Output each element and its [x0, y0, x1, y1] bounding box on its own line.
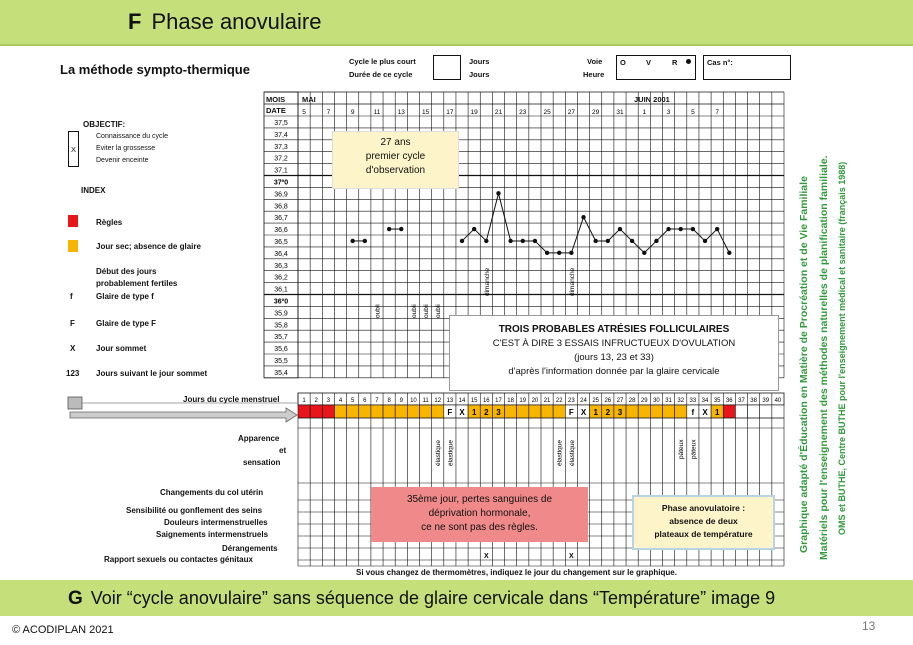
mucus-cell: [650, 405, 662, 418]
cycle-day-number: 29: [640, 398, 648, 404]
date-label: 19: [470, 109, 478, 116]
date-label: 7: [326, 109, 331, 116]
temp-label: 37,3: [274, 143, 288, 151]
suivant-label: Jours suivant le jour sommet: [96, 369, 208, 378]
voie-r: R: [672, 58, 678, 67]
mucus-cell: [505, 405, 517, 418]
cycle-day-number: 16: [482, 398, 490, 404]
pateux-label: pâteux: [690, 439, 698, 459]
date-label: 7: [715, 109, 719, 116]
voie-label: Voie: [587, 57, 603, 66]
date-label: 11: [373, 109, 381, 116]
anovulatoire-note: Phase anovulatoire : absence de deux plateaux de température: [632, 495, 775, 550]
cycle-day-number: 19: [519, 398, 527, 404]
date-label: 17: [446, 109, 454, 116]
debut-fertiles-2: probablement fertiles: [96, 279, 178, 288]
mucus-cell: [772, 405, 784, 418]
temp-label: 36,3: [274, 262, 288, 270]
temp-label: 35,6: [274, 346, 288, 354]
date-label: 3: [666, 109, 671, 116]
temp-label: 37,5: [274, 120, 288, 127]
elastique-label: élastique: [568, 439, 576, 466]
temp-label: 36º0: [273, 298, 289, 306]
voie-v: V: [646, 58, 652, 67]
temp-label: 37,4: [274, 131, 288, 139]
cycle-day-number: 24: [580, 398, 587, 404]
cycle-length-label: Durée de ce cycle: [349, 70, 413, 79]
objectif-item-2: Eviter la grossesse: [96, 145, 156, 152]
mucus-cell: [395, 405, 407, 418]
dimanche-label: dimanche: [483, 267, 491, 296]
temp-label: 35,8: [274, 322, 288, 330]
cycle-short-label: Cycle le plus court: [349, 57, 416, 66]
date-label: 25: [543, 109, 551, 116]
cycle-day-number: 32: [677, 398, 685, 404]
temp-label: 37,2: [274, 155, 288, 163]
glaire-f-label: Glaire de type f: [96, 292, 154, 301]
mucus-cell: [347, 405, 359, 418]
date-label: 5: [302, 109, 306, 116]
temp-label: 36,7: [274, 215, 288, 223]
mucus-mark: 2: [605, 408, 611, 417]
mucus-mark: f: [691, 408, 695, 417]
cycle-day-number: 14: [458, 398, 466, 404]
temp-label: 35,9: [274, 310, 288, 318]
mucus-mark: 1: [593, 408, 598, 417]
mucus-cell: [322, 405, 334, 418]
temp-label: 36,8: [274, 203, 288, 211]
temp-label: 36,6: [274, 227, 288, 235]
cycle-day-number: 11: [422, 398, 429, 404]
cycle-day-number: 18: [507, 398, 514, 404]
chart-title: La méthode sympto-thermique: [60, 62, 250, 77]
date-label: 13: [397, 109, 405, 116]
date-label: 23: [519, 109, 527, 116]
mucus-mark: 3: [496, 408, 501, 417]
date-label: 27: [567, 109, 575, 116]
objectif-item-1: Connaissance du cycle: [96, 133, 168, 140]
cycle-day-number: 8: [387, 398, 391, 404]
glaire-f-symbol: f: [70, 292, 73, 301]
regles-swatch: [68, 215, 78, 227]
row-derangements: Dérangements: [222, 544, 278, 553]
mucus-cell: [675, 405, 687, 418]
mucus-cell: [359, 405, 371, 418]
apparence-label-2: et: [279, 446, 287, 455]
cycle-day-number: 17: [495, 398, 502, 404]
cycle-day-number: 5: [351, 398, 355, 404]
cycle-day-number: 35: [713, 398, 721, 404]
cycle-day-number: 3: [326, 398, 331, 404]
temp-label: 36,9: [274, 191, 288, 199]
temp-label: 36,1: [274, 286, 288, 294]
date-label: 15: [421, 109, 430, 116]
cycle-day-number: 33: [689, 398, 697, 404]
oubli-label: oubli: [435, 304, 443, 318]
cycle-day-number: 23: [568, 398, 575, 404]
side-text-3: OMS et BUTHE, Centre BUTHE pour l'enseignement médical et sanitaire (français 1988): [837, 161, 847, 535]
oubli-label: oubli: [410, 304, 418, 318]
mucus-cell: [334, 405, 346, 418]
dimanche-label: dimanche: [568, 267, 576, 296]
oubli-label: oubli: [374, 304, 382, 318]
mucus-cell: [638, 405, 650, 418]
mucus-mark: 1: [714, 408, 720, 417]
mucus-cell: [383, 405, 395, 418]
cycle-day-number: 25: [592, 398, 600, 404]
regles-label: Règles: [96, 218, 123, 227]
temp-label: 35,4: [274, 369, 288, 377]
heure-label: Heure: [583, 70, 605, 79]
objectif-label: OBJECTIF:: [83, 120, 126, 129]
page-title: F Phase anovulaire: [128, 9, 322, 34]
mucus-mark: 2: [484, 408, 489, 417]
temp-label: 35,7: [274, 334, 288, 342]
month-mai: MAI: [302, 95, 316, 104]
jour35-note: 35ème jour, pertes sanguines de déprivation hormonale, ce ne sont pas des règles.: [371, 487, 588, 542]
mucus-cell: [748, 405, 760, 418]
thermo-note: Si vous changez de thermomètres, indiquez le jour du changement sur le graphique.: [356, 568, 677, 577]
voie-o: O: [620, 58, 626, 67]
mucus-cell: [420, 405, 432, 418]
elastique-label: élastique: [556, 439, 564, 466]
mucus-cell: [298, 405, 310, 418]
mucus-cell: [407, 405, 419, 418]
cycle-day-number: 36: [725, 398, 733, 404]
temp-label: 36,5: [274, 239, 288, 246]
cycle-day-number: 20: [531, 398, 539, 404]
rapport-mark: X: [483, 553, 489, 560]
cycle-day-number: 31: [665, 398, 672, 404]
mucus-cell: [517, 405, 529, 418]
cycle-day-number: 13: [446, 398, 454, 404]
row-douleurs: Douleurs intermenstruelles: [164, 518, 268, 527]
mucus-cell: [760, 405, 772, 418]
sommet-symbol: X: [70, 344, 76, 353]
jour-sec-label: Jour sec; absence de glaire: [96, 242, 201, 251]
mucus-mark: F: [447, 408, 453, 417]
jour-sec-swatch: [68, 240, 78, 252]
mucus-cell: [529, 405, 541, 418]
mucus-cell: [371, 405, 383, 418]
mucus-cell: [663, 405, 675, 418]
apparence-label-1: Apparence: [238, 434, 280, 443]
arrow-icon: [70, 408, 297, 422]
arrow-box: [68, 397, 82, 409]
date-label: 21: [494, 109, 503, 116]
age-note: 27 ans premier cycle d'observation: [332, 131, 459, 189]
footer-text: G Voir “cycle anovulaire” sans séquence de glaire cervicale dans “Température” image 9: [68, 588, 776, 609]
cycle-day-number: 26: [604, 398, 612, 404]
jours-label-2: Jours: [469, 70, 490, 79]
elastique-label: élastique: [447, 439, 455, 466]
row-saignements: Saignements intermenstruels: [156, 530, 269, 539]
date-label: 5: [691, 109, 695, 116]
jours-cycle-label: Jours du cycle menstruel: [183, 395, 280, 404]
cycle-day-number: 40: [774, 398, 782, 404]
cycle-day-number: 30: [653, 398, 660, 404]
suivant-symbol: 123: [66, 369, 80, 378]
mucus-cell: [541, 405, 553, 418]
cycle-day-number: 22: [555, 398, 563, 404]
row-rapport: Rapport sexuels ou contactes génitaux: [104, 555, 253, 564]
pateux-label: pâteux: [678, 439, 686, 459]
oubli-label: oubli: [423, 304, 431, 318]
cycle-day-number: 39: [762, 398, 770, 404]
temp-label: 37º0: [273, 179, 289, 187]
objectif-mark: X: [71, 145, 77, 154]
sommet-label: Jour sommet: [96, 344, 147, 353]
row-col-uterin: Changements du col utérin: [160, 488, 264, 497]
cycle-day-number: 38: [750, 398, 757, 404]
cycle-day-number: 10: [410, 398, 417, 404]
debut-fertiles-1: Début des jours: [96, 267, 157, 276]
month-juin: JUIN 2001: [634, 95, 670, 104]
cas-label: Cas n°:: [707, 58, 733, 67]
cycle-day-number: 12: [434, 398, 442, 404]
jours-label-1: Jours: [469, 57, 490, 66]
cycle-day-number: 21: [543, 398, 551, 404]
elastique-label: élastique: [435, 439, 443, 466]
mucus-cell: [723, 405, 735, 418]
mucus-mark: F: [568, 408, 574, 417]
temp-label: 37,1: [274, 167, 288, 175]
mois-label: MOIS: [266, 95, 286, 104]
side-text-1: Graphique adapté d'Éducation en Matière de Procréation et de Vie Familiale: [798, 176, 810, 553]
mucus-cell: [553, 405, 565, 418]
rapport-mark: X: [569, 553, 574, 560]
atresies-note: TROIS PROBABLES ATRÉSIES FOLLICULAIRES C'EST À DIRE 3 ESSAIS INFRUCTUEUX D'OVULATION (jours 13, 23 et 33) d'après l'information donnée par la glaire cervicale: [449, 315, 779, 391]
date-label: 31: [616, 109, 624, 116]
temp-label: 35,5: [274, 358, 288, 365]
mucus-mark: X: [580, 408, 587, 417]
mucus-cell: [735, 405, 747, 418]
apparence-label-3: sensation: [243, 458, 281, 467]
cycle-day-number: 15: [470, 398, 478, 404]
mucus-mark: X: [459, 408, 465, 417]
glaire-F-symbol: F: [70, 319, 75, 328]
cycle-day-number: 1: [302, 398, 306, 404]
cycle-day-number: 27: [616, 398, 624, 404]
cycle-day-number: 2: [314, 398, 318, 404]
cycle-day-number: 7: [375, 398, 379, 404]
date-label: 9: [350, 109, 355, 116]
mucus-cell: [310, 405, 322, 418]
cycle-day-number: 37: [738, 398, 745, 404]
copyright: © ACODIPLAN 2021: [12, 624, 114, 636]
mucus-cell: [432, 405, 444, 418]
date-label: DATE: [266, 106, 286, 115]
page-number: 13: [862, 619, 876, 633]
cycle-day-number: 34: [701, 398, 709, 404]
glaire-F-label: Glaire de type F: [96, 319, 157, 328]
cycle-day-number: 9: [399, 398, 403, 404]
date-label: 29: [592, 109, 600, 116]
cycle-day-number: 28: [628, 398, 636, 404]
mucus-mark: 1: [471, 408, 477, 417]
mucus-mark: X: [702, 408, 708, 417]
cycle-day-number: 4: [338, 398, 343, 404]
temp-label: 36,2: [274, 274, 288, 282]
temp-label: 36,4: [274, 250, 288, 258]
side-text-2: Matériels pour l'enseignement des méthodes naturelles de planification familiale.: [818, 155, 830, 560]
index-label: INDEX: [81, 186, 106, 195]
mucus-cell: [626, 405, 638, 418]
cycle-day-number: 6: [363, 398, 367, 404]
mucus-mark: 3: [617, 408, 623, 417]
date-label: 1: [642, 109, 647, 116]
row-seins: Sensibilité ou gonflement des seins: [126, 506, 263, 515]
objectif-item-3: Devenir enceinte: [96, 157, 149, 164]
